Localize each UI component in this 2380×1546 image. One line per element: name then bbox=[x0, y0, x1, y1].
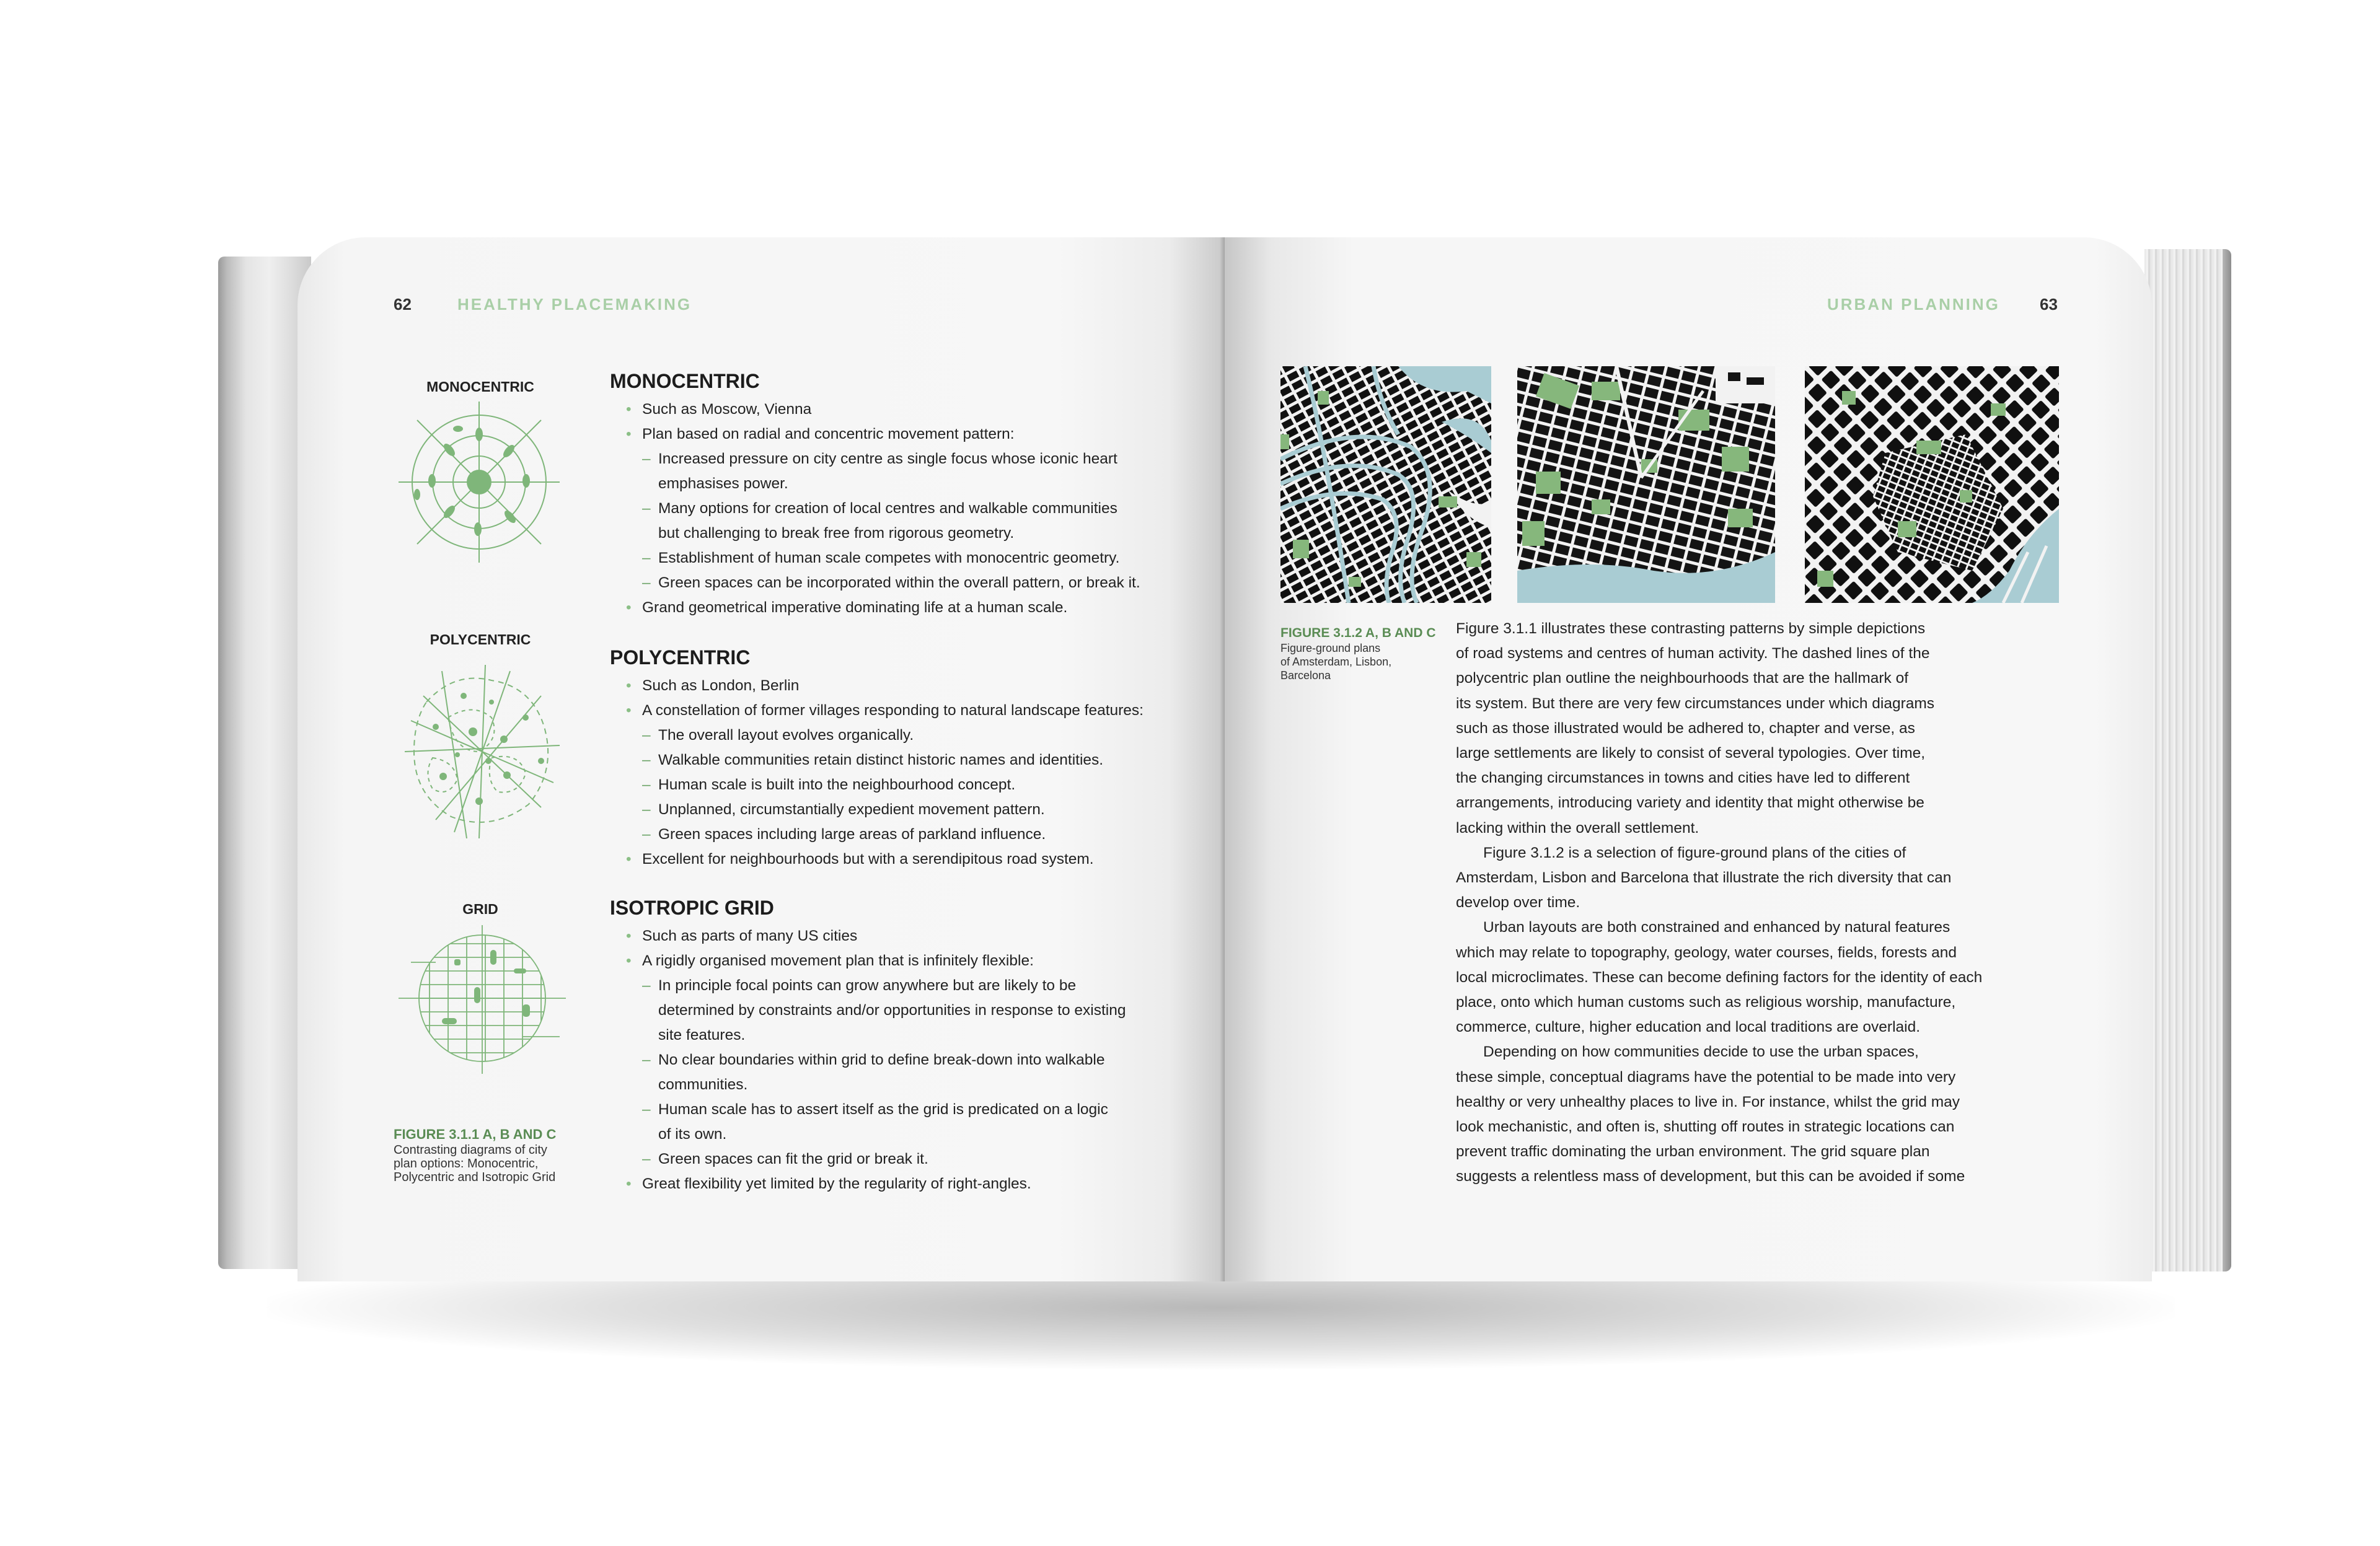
list-item: • Excellent for neighbourhoods but with a serendipitous road system. bbox=[610, 847, 1205, 872]
list-item: • Such as Moscow, Vienna bbox=[610, 397, 1205, 422]
body-line: Depending on how communities decide to use the urban spaces, bbox=[1483, 1043, 1919, 1061]
list-item: – Increased pressure on city centre as single focus whose iconic heart bbox=[610, 447, 1205, 472]
list-item: – Green spaces can be incorporated within the overall pattern, or break it. bbox=[610, 571, 1205, 595]
section-heading: ISOTROPIC GRID bbox=[610, 897, 774, 919]
section-heading: POLYCENTRIC bbox=[610, 646, 751, 669]
body-line: look mechanistic, and often is, shutting off routes in strategic locations can bbox=[1456, 1118, 1955, 1136]
section-polycentric bbox=[610, 645, 1205, 872]
body-line: Urban layouts are both constrained and enhanced by natural features bbox=[1483, 919, 1950, 936]
section-list bbox=[610, 397, 1205, 620]
body-line: of road systems and centres of human activity. The dashed lines of the bbox=[1456, 645, 1930, 662]
caption-line: Polycentric and Isotropic Grid bbox=[394, 1170, 556, 1184]
list-item: – Green spaces including large areas of parkland influence. bbox=[610, 822, 1205, 847]
caption-line: Figure-ground plans bbox=[1280, 642, 1381, 654]
list-item: – Many options for creation of local centres and walkable communities bbox=[610, 496, 1205, 521]
body-line: such as those illustrated would be adhered to, chapter and verse, as bbox=[1456, 719, 1915, 737]
right-page bbox=[1225, 237, 2152, 1281]
list-item: of its own. bbox=[658, 1126, 727, 1143]
body-line: Amsterdam, Lisbon and Barcelona that illustrate the rich diversity that can bbox=[1456, 869, 1952, 887]
list-item: emphasises power. bbox=[658, 475, 788, 492]
left-page bbox=[298, 237, 1225, 1281]
body-line: arrangements, introducing variety and identity that might otherwise be bbox=[1456, 794, 1924, 812]
list-item: communities. bbox=[658, 1076, 748, 1093]
list-item: – In principle focal points can grow anywhere but are likely to be bbox=[610, 973, 1205, 998]
page-stack-right bbox=[2144, 249, 2231, 1271]
body-line: lacking within the overall settlement. bbox=[1456, 819, 1699, 837]
polycentric-diagram bbox=[399, 659, 566, 845]
list-item: – Green spaces can fit the grid or break it. bbox=[610, 1147, 1205, 1172]
section-list bbox=[610, 674, 1205, 872]
body-line: place, onto which human customs such as religious worship, manufacture, bbox=[1456, 994, 1956, 1011]
section-isotropic-grid bbox=[610, 895, 1205, 1197]
page-number: 63 bbox=[2040, 295, 2058, 314]
body-line: polycentric plan outline the neighbourhoods that are the hallmark of bbox=[1456, 670, 1909, 687]
caption-line: Contrasting diagrams of city bbox=[394, 1143, 547, 1157]
list-item: – The overall layout evolves organically. bbox=[610, 723, 1205, 748]
list-item: • A rigidly organised movement plan that is infinitely flexible: bbox=[610, 949, 1205, 973]
list-item: – Human scale is built into the neighbourhood concept. bbox=[610, 773, 1205, 797]
monocentric-diagram bbox=[399, 402, 560, 563]
body-line: which may relate to topography, geology, water courses, fields, forests and bbox=[1456, 944, 1957, 961]
body-line: the changing circumstances in towns and cities have led to different bbox=[1456, 770, 1910, 787]
section-list bbox=[610, 924, 1205, 1197]
list-item: • Great flexibility yet limited by the regularity of right-angles. bbox=[610, 1172, 1205, 1197]
list-item: – Establishment of human scale competes with monocentric geometry. bbox=[610, 546, 1205, 571]
caption-line: Barcelona bbox=[1280, 669, 1331, 682]
lisbon-figure-ground-map bbox=[1517, 366, 1775, 603]
list-item: – No clear boundaries within grid to define break-down into walkable bbox=[610, 1048, 1205, 1073]
body-line: Figure 3.1.1 illustrates these contrasting patterns by simple depictions bbox=[1456, 620, 1926, 637]
list-item: but challenging to break free from rigorous geometry. bbox=[658, 525, 1015, 542]
body-line: these simple, conceptual diagrams have the potential to be made into very bbox=[1456, 1068, 1956, 1086]
list-item: – Human scale has to assert itself as the grid is predicated on a logic bbox=[610, 1097, 1205, 1122]
body-line: local microclimates. These can become defining factors for the identity of each bbox=[1456, 968, 1983, 986]
body-line: healthy or very unhealthy places to live in. For instance, whilst the grid may bbox=[1456, 1093, 1960, 1110]
section-monocentric bbox=[610, 369, 1205, 620]
amsterdam-figure-ground-map bbox=[1280, 366, 1491, 603]
list-item: • Plan based on radial and concentric movement pattern: bbox=[610, 422, 1205, 447]
figure-label: FIGURE 3.1.2 A, B AND C bbox=[1280, 626, 1436, 640]
list-item: • Such as London, Berlin bbox=[610, 674, 1205, 698]
caption-line: plan options: Monocentric, bbox=[394, 1157, 539, 1170]
figure-label: FIGURE 3.1.1 A, B AND C bbox=[394, 1127, 557, 1142]
grid-diagram-label: GRID bbox=[462, 901, 498, 917]
body-line: suggests a relentless mass of development, but this can be avoided if some bbox=[1456, 1168, 1965, 1185]
polycentric-diagram-label: POLYCENTRIC bbox=[430, 631, 531, 648]
body-line: its system. But there are very few circumstances under which diagrams bbox=[1456, 695, 1935, 712]
body-line: Figure 3.1.2 is a selection of figure-ground plans of the cities of bbox=[1483, 844, 1906, 861]
body-text bbox=[1456, 617, 2085, 1190]
body-line: commerce, culture, higher education and local traditions are overlaid. bbox=[1456, 1019, 1921, 1036]
list-item: site features. bbox=[658, 1027, 746, 1043]
list-item: – Unplanned, circumstantially expedient movement pattern. bbox=[610, 797, 1205, 822]
figure-caption bbox=[394, 1143, 555, 1184]
body-line: large settlements are likely to consist of several typologies. Over time, bbox=[1456, 745, 1926, 762]
running-head: HEALTHY PLACEMAKING bbox=[457, 295, 692, 314]
list-item: • Grand geometrical imperative dominating life at a human scale. bbox=[610, 595, 1205, 620]
body-line: prevent traffic dominating the urban environment. The grid square plan bbox=[1456, 1143, 1930, 1161]
page-number: 62 bbox=[394, 295, 412, 314]
monocentric-diagram-label: MONOCENTRIC bbox=[426, 379, 534, 395]
figure-caption bbox=[1280, 641, 1392, 682]
section-heading: MONOCENTRIC bbox=[610, 370, 760, 392]
list-item: – Walkable communities retain distinct historic names and identities. bbox=[610, 748, 1205, 773]
list-item: • A constellation of former villages responding to natural landscape features: bbox=[610, 698, 1205, 723]
body-line: develop over time. bbox=[1456, 894, 1580, 911]
list-item: • Such as parts of many US cities bbox=[610, 924, 1205, 949]
list-item: determined by constraints and/or opportunities in response to existing bbox=[658, 1002, 1126, 1019]
grid-diagram bbox=[399, 925, 566, 1074]
running-head: URBAN PLANNING bbox=[1827, 295, 2000, 314]
caption-line: of Amsterdam, Lisbon, bbox=[1280, 656, 1392, 668]
barcelona-figure-ground-map bbox=[1805, 366, 2059, 603]
